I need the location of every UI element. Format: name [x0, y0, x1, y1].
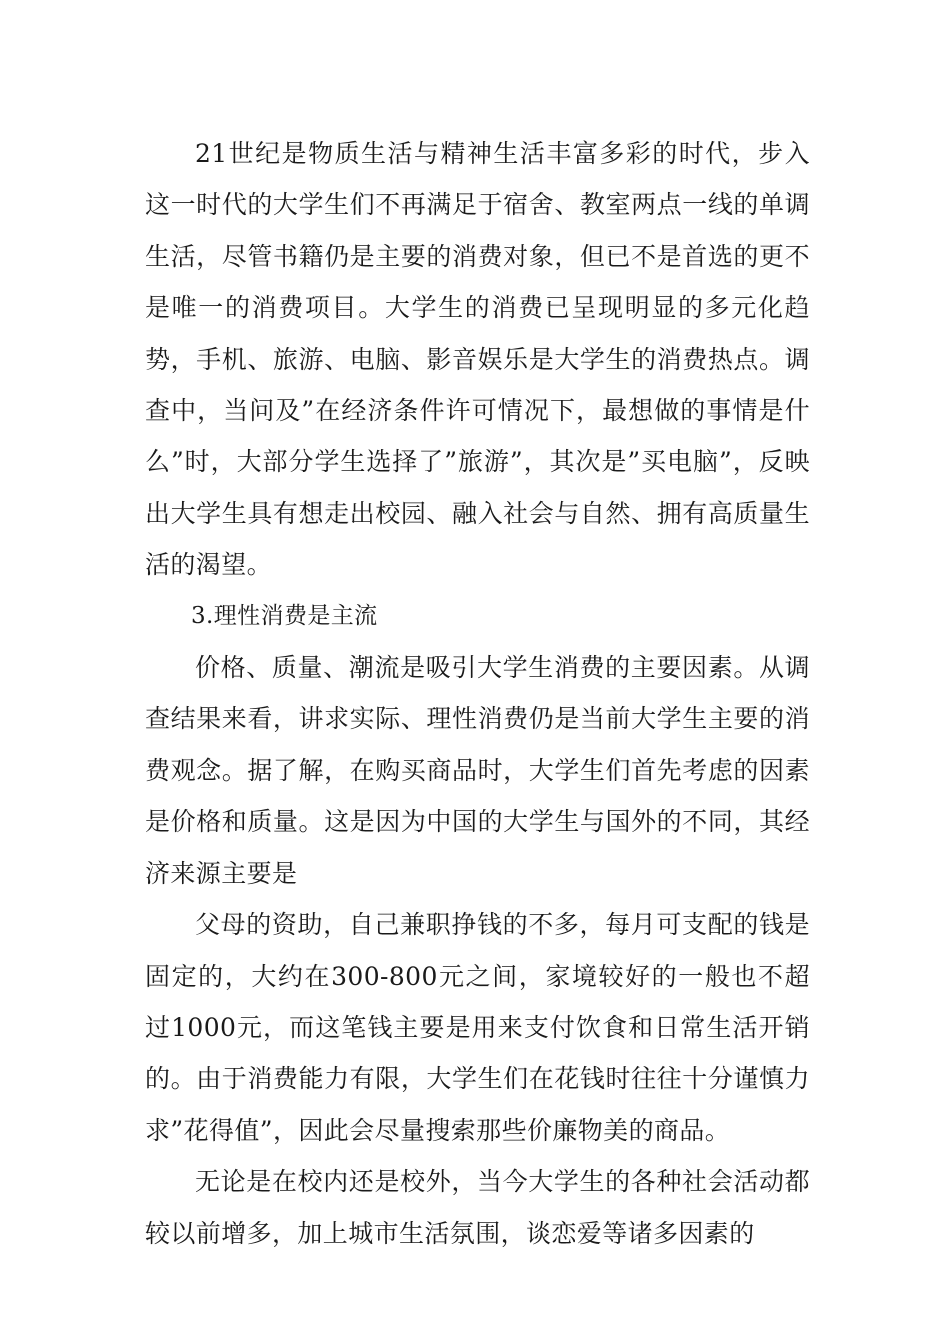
section-heading-rational-consumption: 3.理性消费是主流	[191, 602, 378, 629]
paragraph-social-activities: 无论是在校内还是校外，当今大学生的各种社会活动都较以前增多，加上城市生活氛围，谈恋爱等诸多因素的	[145, 1167, 810, 1248]
document-body	[145, 128, 810, 1259]
paragraph-parental-funding: 父母的资助，自己兼职挣钱的不多，每月可支配的钱是固定的，大约在300-800元之间，家境较好的一般也不超过1000元，而这笔钱主要是用来支付饮食和日常生活开销的。由于消费能力有限，大学生们在花钱时往往十分谨慎力求”花得值”，因此会尽量搜索那些价廉物美的商品。	[145, 910, 810, 1145]
paragraph-price-quality: 价格、质量、潮流是吸引大学生消费的主要因素。从调查结果来看，讲求实际、理性消费仍是当前大学生主要的消费观念。据了解，在购买商品时，大学生们首先考虑的因素是价格和质量。这是因为中国的大学生与国外的不同，其经济来源主要是	[145, 653, 810, 888]
paragraph-consumption-diversity: 21世纪是物质生活与精神生活丰富多彩的时代，步入这一时代的大学生们不再满足于宿舍、教室两点一线的单调生活，尽管书籍仍是主要的消费对象，但已不是首选的更不是唯一的消费项目。大学生的消费已呈现明显的多元化趋势，手机、旅游、电脑、影音娱乐是大学生的消费热点。调查中，当问及”在经济条件许可情况下，最想做的事情是什么”时，大部分学生选择了”旅游”，其次是”买电脑”，反映出大学生具有想走出校园、融入社会与自然、拥有高质量生活的渴望。	[145, 139, 810, 580]
